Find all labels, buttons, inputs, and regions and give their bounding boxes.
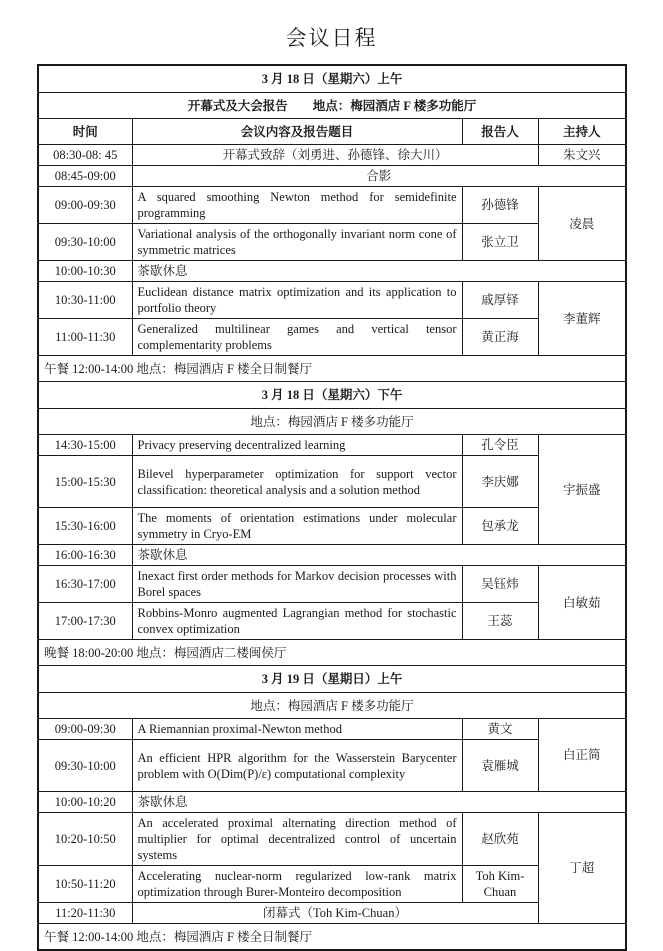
- speaker-name: 黄文: [462, 719, 538, 740]
- table-row: [38, 187, 626, 224]
- speaker-name: 王蕊: [462, 603, 538, 640]
- talk-title: A squared smoothing Newton method for semidefinite programming: [132, 187, 462, 224]
- speaker-name: Toh Kim-Chuan: [462, 866, 538, 903]
- section-subheader-row: [38, 93, 626, 119]
- time-cell: 16:30-17:00: [38, 566, 132, 603]
- time-cell: 10:20-10:50: [38, 813, 132, 866]
- time-cell: 10:00-10:20: [38, 792, 132, 813]
- table-row: [38, 508, 626, 545]
- section-subheader-row: [38, 693, 626, 719]
- section-header-mar18-pm: 3 月 18 日（星期六）下午: [38, 382, 626, 409]
- table-row: [38, 719, 626, 740]
- lunch-info: 午餐 12:00-14:00 地点：梅园酒店 F 楼全日制餐厅: [38, 924, 626, 951]
- column-header-time: 时间: [38, 119, 132, 145]
- time-cell: 08:45-09:00: [38, 166, 132, 187]
- column-header-content: 会议内容及报告题目: [132, 119, 462, 145]
- table-row: [38, 166, 626, 187]
- table-row: [38, 603, 626, 640]
- time-cell: 09:30-10:00: [38, 224, 132, 261]
- chair-name: 朱文兴: [538, 145, 626, 166]
- time-cell: 08:30-08: 45: [38, 145, 132, 166]
- time-cell: 09:30-10:00: [38, 740, 132, 792]
- section-header-row: [38, 666, 626, 693]
- time-cell: 16:00-16:30: [38, 545, 132, 566]
- table-row: [38, 261, 626, 282]
- column-header-row: [38, 119, 626, 145]
- time-cell: 17:00-17:30: [38, 603, 132, 640]
- table-row: [38, 435, 626, 456]
- time-cell: 09:00-09:30: [38, 719, 132, 740]
- speaker-name: 李庆娜: [462, 456, 538, 508]
- section-header-mar19-am: 3 月 19 日（星期日）上午: [38, 666, 626, 693]
- meal-row: [38, 356, 626, 382]
- venue-opening-session: 开幕式及大会报告 地点：梅园酒店 F 楼多功能厅: [38, 93, 626, 119]
- talk-title: Accelerating nuclear-norm regularized low-rank matrix optimization through Burer-Monteiro decomposition: [132, 866, 462, 903]
- speaker-name: 黄正海: [462, 319, 538, 356]
- speaker-name: 袁雁城: [462, 740, 538, 792]
- meal-row: [38, 924, 626, 951]
- time-cell: 09:00-09:30: [38, 187, 132, 224]
- chair-name: 白敏茹: [538, 566, 626, 640]
- column-header-chair: 主持人: [538, 119, 626, 145]
- speaker-name: 戚厚铎: [462, 282, 538, 319]
- talk-title: Euclidean distance matrix optimization and its application to portfolio theory: [132, 282, 462, 319]
- dinner-info: 晚餐 18:00-20:00 地点：梅园酒店二楼闽侯厅: [38, 640, 626, 666]
- time-cell: 10:30-11:00: [38, 282, 132, 319]
- conference-schedule-table: [37, 64, 627, 951]
- table-row: [38, 866, 626, 903]
- time-cell: 15:30-16:00: [38, 508, 132, 545]
- table-row: [38, 792, 626, 813]
- table-row: [38, 813, 626, 866]
- talk-title: The moments of orientation estimations under molecular symmetry in Cryo-EM: [132, 508, 462, 545]
- opening-remarks-cell: 开幕式致辞（刘勇进、孙德锋、徐大川）: [132, 145, 538, 166]
- table-row: [38, 224, 626, 261]
- speaker-name: 赵欣苑: [462, 813, 538, 866]
- talk-title: Robbins-Monro augmented Lagrangian method for stochastic convex optimization: [132, 603, 462, 640]
- time-cell: 10:50-11:20: [38, 866, 132, 903]
- chair-name: 李董辉: [538, 282, 626, 356]
- speaker-name: 吴钰炜: [462, 566, 538, 603]
- page-title: 会议日程: [285, 26, 378, 50]
- tea-break-cell: 茶歇休息: [132, 792, 626, 813]
- talk-title: Inexact first order methods for Markov decision processes with Borel spaces: [132, 566, 462, 603]
- section-header-mar18-am: 3 月 18 日（星期六）上午: [38, 65, 626, 93]
- time-cell: 15:00-15:30: [38, 456, 132, 508]
- table-row: [38, 319, 626, 356]
- time-cell: 11:20-11:30: [38, 903, 132, 924]
- chair-name: 白正简: [538, 719, 626, 792]
- section-header-row: [38, 65, 626, 93]
- speaker-name: 包承龙: [462, 508, 538, 545]
- venue-info: 地点：梅园酒店 F 楼多功能厅: [38, 693, 626, 719]
- talk-title: Generalized multilinear games and vertical tensor complementarity problems: [132, 319, 462, 356]
- closing-ceremony-cell: 闭幕式（Toh Kim-Chuan）: [132, 903, 538, 924]
- time-cell: 11:00-11:30: [38, 319, 132, 356]
- table-row: [38, 903, 626, 924]
- talk-title: Privacy preserving decentralized learning: [132, 435, 462, 456]
- talk-title: An accelerated proximal alternating direction method of multiplier for optimal decentralized control of uncertain systems: [132, 813, 462, 866]
- lunch-info: 午餐 12:00-14:00 地点：梅园酒店 F 楼全日制餐厅: [38, 356, 626, 382]
- tea-break-cell: 茶歇休息: [132, 545, 626, 566]
- talk-title: Variational analysis of the orthogonally invariant norm cone of symmetric matrices: [132, 224, 462, 261]
- meal-row: [38, 640, 626, 666]
- section-header-row: [38, 382, 626, 409]
- time-cell: 14:30-15:00: [38, 435, 132, 456]
- speaker-name: 孔令臣: [462, 435, 538, 456]
- chair-name: 宇振盛: [538, 435, 626, 545]
- chair-name: 丁超: [538, 813, 626, 924]
- table-row: [38, 740, 626, 792]
- venue-info: 地点：梅园酒店 F 楼多功能厅: [38, 409, 626, 435]
- chair-name: 凌晨: [538, 187, 626, 261]
- time-cell: 10:00-10:30: [38, 261, 132, 282]
- table-row: [38, 282, 626, 319]
- group-photo-cell: 合影: [132, 166, 626, 187]
- talk-title: A Riemannian proximal-Newton method: [132, 719, 462, 740]
- table-row: [38, 456, 626, 508]
- talk-title: Bilevel hyperparameter optimization for support vector classification: theoretical analysis and a solution method: [132, 456, 462, 508]
- section-subheader-row: [38, 409, 626, 435]
- table-row: [38, 545, 626, 566]
- speaker-name: 孙德锋: [462, 187, 538, 224]
- column-header-speaker: 报告人: [462, 119, 538, 145]
- table-row: [38, 145, 626, 166]
- tea-break-cell: 茶歇休息: [132, 261, 626, 282]
- speaker-name: 张立卫: [462, 224, 538, 261]
- table-row: [38, 566, 626, 603]
- talk-title: An efficient HPR algorithm for the Wasserstein Barycenter problem with O(Dim(P)/ε) computational complexity: [132, 740, 462, 792]
